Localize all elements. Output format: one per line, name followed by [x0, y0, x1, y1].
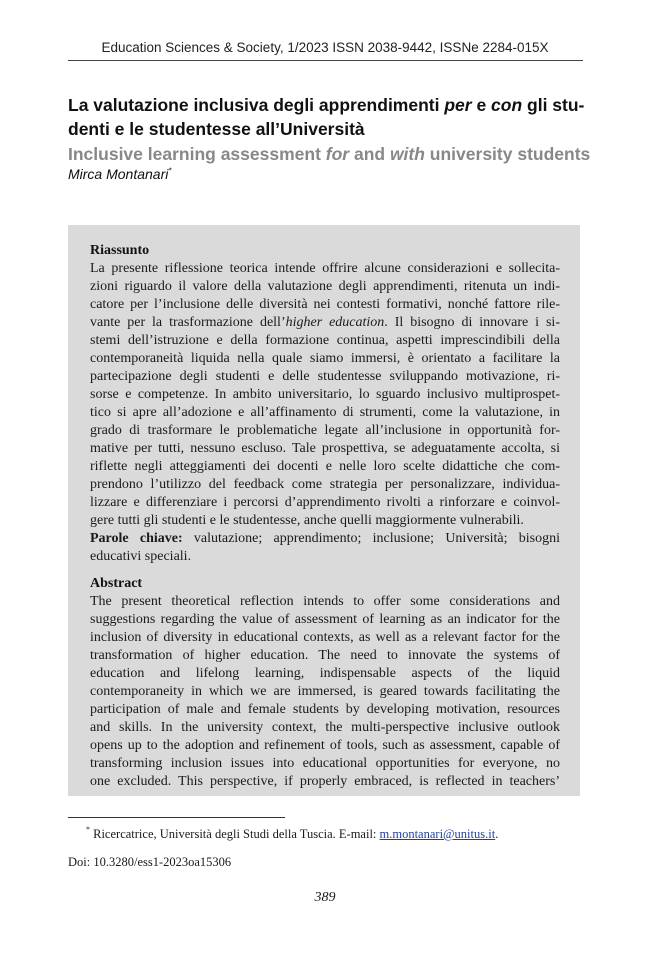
- subtitle-part: university students: [424, 144, 591, 164]
- riassunto-line: zioni riguardo il valore della valutazione degli apprendimenti, ritenuta un indi-: [90, 279, 560, 294]
- footnote-rule: [68, 817, 285, 818]
- article-title-it: [68, 95, 584, 116]
- abstract-line: transforming inclusion issues into educational opportunities for everyone, no: [90, 756, 560, 771]
- footnote-text: Ricercatrice, Università degli Studi della Tuscia. E-mail:: [90, 827, 380, 842]
- title-part: La valutazione inclusiva degli apprendimenti: [68, 95, 445, 115]
- riassunto-line: mative per tutti, nessuno escluso. Tale prospettiva, se adeguatamente accolta, si: [90, 441, 560, 456]
- abstract-heading: Abstract: [90, 576, 143, 591]
- running-head: Education Sciences & Society, 1/2023 ISSN 2038-9442, ISSNe 2284-015X: [101, 40, 549, 55]
- riassunto-line: catore per l’inclusione delle diversità nei contesti formativi, nonché fattore rile-: [90, 297, 560, 312]
- title-italic-per: per: [444, 95, 472, 115]
- subtitle-italic-with: with: [389, 144, 425, 164]
- author: [68, 166, 172, 182]
- abstract-line: education and lifelong learning, indispensable aspects of the liquid: [90, 666, 560, 681]
- author-name: Mirca Montanari: [68, 166, 169, 182]
- keywords-text: valutazione; apprendimento; inclusione; Università; bisogni: [193, 531, 560, 546]
- riassunto-heading: Riassunto: [90, 243, 150, 258]
- riassunto-line: contemporaneità liquida nella quale siamo immersi, è orientato a facilitare la: [90, 351, 560, 366]
- riassunto-line: stemi dell’istruzione e della formazione continua, aspetti imprescindibili della: [90, 333, 560, 348]
- abstract-line: opens up to the adoption and refinement of tools, such as assessment, capable of: [90, 738, 560, 753]
- subtitle-part: and: [349, 144, 390, 164]
- abstract-line: contemporaneity in which we are immersed, is geared towards facilitating the: [90, 684, 560, 699]
- abstract-line: inclusion of diversity in educational contexts, as well as a relevant factor for the: [90, 630, 560, 645]
- text-run: vante per la trasformazione dell’: [90, 315, 286, 330]
- keywords-line: [90, 531, 560, 547]
- riassunto-line: prendono l’utilizzo del feedback come strategia per personalizzare, individua-: [90, 477, 560, 492]
- italic-term: higher education: [285, 315, 385, 330]
- text-run: . Il bisogno di innovare i si-: [384, 315, 560, 330]
- riassunto-line: lizzare e differenziare i percorsi d’apprendimento rivolti a rinforzare e coinvol-: [90, 495, 560, 510]
- subtitle-italic-for: for: [325, 144, 350, 164]
- riassunto-line: grado di trasformare le problematiche legate all’inclusione in opportunità for-: [90, 423, 560, 438]
- riassunto-line: [90, 315, 560, 331]
- riassunto-line: partecipazione degli studenti e delle studentesse sviluppando motivazione, ri-: [90, 369, 560, 384]
- abstract-line: suggestions regarding the value of assessment of learning as an indicator for the: [90, 612, 560, 627]
- riassunto-line: riflette negli atteggiamenti dei docenti e nelle loro scelte didattiche che com-: [90, 459, 560, 474]
- article-title-en: [68, 144, 590, 165]
- title-italic-con: con: [491, 95, 523, 115]
- abstract-line: one excluded. This perspective, if properly embraced, is reflected in teachers’: [90, 774, 560, 789]
- footnote: [86, 826, 498, 842]
- riassunto-line: tico si apre all’adozione e all’affinamento di strumenti, come la valutazione, in: [90, 405, 560, 420]
- riassunto-line: gere tutti gli studenti e le studentesse, anche quelli maggiormente vulnerabili.: [90, 513, 524, 528]
- keywords-line: educativi speciali.: [90, 549, 192, 564]
- doi: Doi: 10.3280/ess1-2023oa15306: [68, 855, 232, 869]
- title-part: gli stu-: [522, 95, 585, 115]
- abstract-line: transformation of higher education. The need to innovate the systems of: [90, 648, 560, 663]
- riassunto-line: sorse e competenze. In ambito universitario, lo sguardo inclusivo multiprospet-: [90, 387, 560, 402]
- footnote-mark: *: [86, 825, 90, 834]
- abstract-line: The present theoretical reflection intends to offer some considerations and: [90, 594, 560, 609]
- header-rule: [68, 60, 583, 61]
- email-link[interactable]: m.montanari@unitus.it: [379, 827, 496, 842]
- abstract-line: and skills. In the university context, the multi-perspective inclusive outlook: [90, 720, 560, 735]
- footnote-end: .: [495, 827, 499, 842]
- article-title-it-line2: denti e le studentesse all’Università: [68, 119, 365, 139]
- riassunto-line: La presente riflessione teorica intende offrire alcune considerazioni e sollecita-: [90, 261, 560, 276]
- abstract-line: participation of male and female students by developing motivation, resources: [90, 702, 560, 717]
- page-number: 389: [314, 890, 336, 905]
- subtitle-part: Inclusive learning assessment: [68, 144, 326, 164]
- author-footnote-mark[interactable]: *: [168, 166, 172, 176]
- title-part: e: [471, 95, 492, 115]
- keywords-label: Parole chiave:: [90, 531, 183, 546]
